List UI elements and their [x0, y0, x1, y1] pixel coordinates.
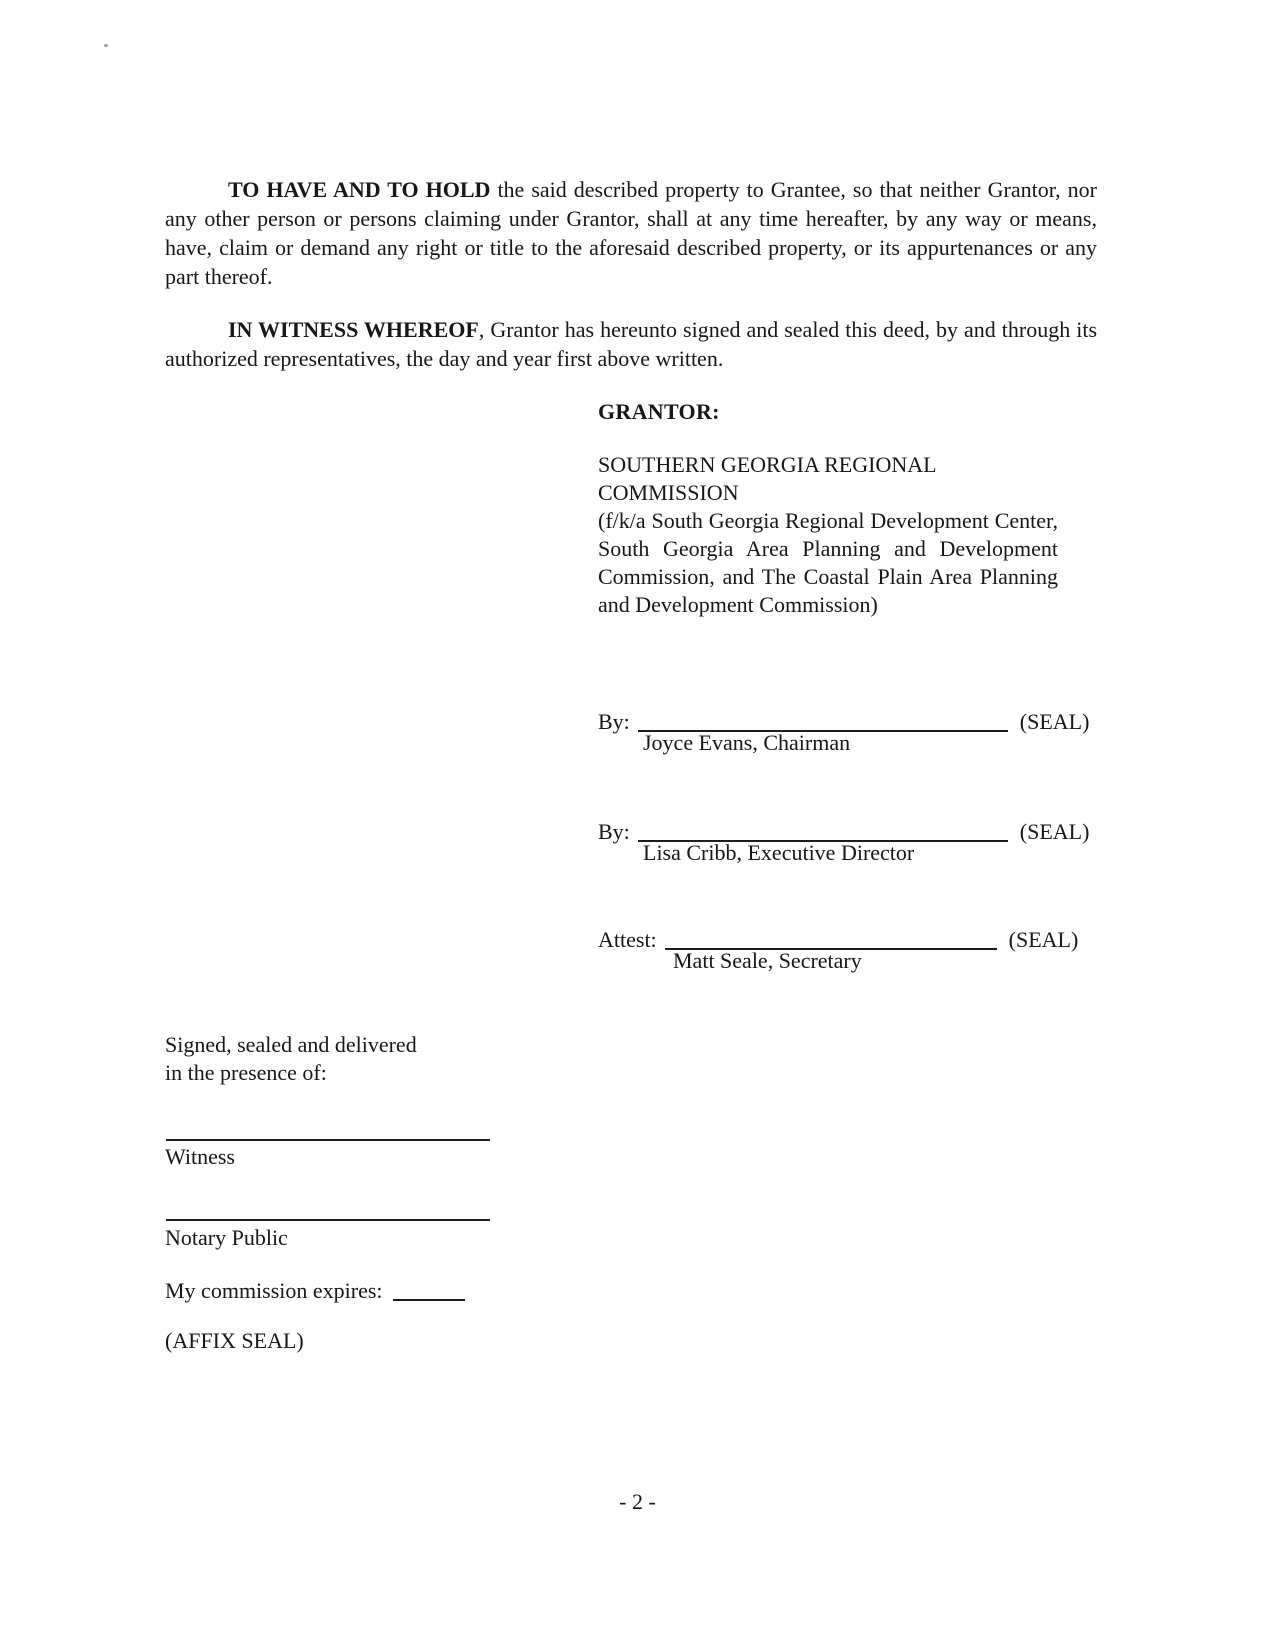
grantor-heading: GRANTOR: [598, 399, 720, 424]
paragraph-in-witness-lead: IN WITNESS WHEREOF [228, 317, 479, 342]
presence-statement-line2: in the presence of: [165, 1060, 327, 1085]
signature-by-label: By: [598, 709, 630, 734]
seal-label: (SEAL) [1019, 819, 1090, 844]
affix-seal-note: (AFFIX SEAL) [165, 1328, 304, 1353]
commission-expires-label: My commission expires: [165, 1278, 383, 1303]
commission-expires [165, 1277, 465, 1305]
paragraph-in-witness [165, 315, 1097, 373]
grantor-former-names: (f/k/a South Georgia Regional Development Center, South Georgia Area Planning and Development Commission, and The Coastal Plain Area Planning and Development Commission) [598, 508, 1058, 617]
witness-label: Witness [165, 1144, 235, 1169]
page-number: - 2 - [619, 1489, 656, 1514]
presence-statement-line1: Signed, sealed and delivered [165, 1032, 417, 1057]
seal-label: (SEAL) [1019, 709, 1090, 734]
seal-label: (SEAL) [1008, 927, 1079, 952]
notary-signature-line [166, 1219, 490, 1221]
presence-statement [165, 1031, 417, 1087]
grantor-name: SOUTHERN GEORGIA REGIONAL COMMISSION [598, 452, 936, 505]
paragraph-habendum [165, 175, 1097, 291]
signatory-name-secretary: Matt Seale, Secretary [673, 948, 862, 973]
witness-signature-line [166, 1139, 490, 1141]
paragraph-habendum-body: the said described property to Grantee, so that neither Grantor, nor any other person or persons claiming under Grantor, shall at any time hereafter, by any way or means, have, claim or demand any right or title to the aforesaid described property, or its appurtenances or any part thereof. [165, 177, 1097, 289]
paragraph-habendum-lead: TO HAVE AND TO HOLD [228, 177, 491, 202]
scan-artifact-dot [104, 44, 108, 47]
signature-attest-label: Attest: [598, 927, 657, 952]
commission-expiry-line [393, 1281, 465, 1301]
paragraph-in-witness-body: , Grantor has hereunto signed and sealed this deed, by and through its authorized representatives, the day and year first above written. [165, 317, 1098, 371]
signature-by-label: By: [598, 819, 630, 844]
notary-public-label: Notary Public [165, 1225, 288, 1250]
signatory-name-executive-director: Lisa Cribb, Executive Director [643, 840, 915, 865]
signatory-name-chairman: Joyce Evans, Chairman [643, 730, 851, 755]
